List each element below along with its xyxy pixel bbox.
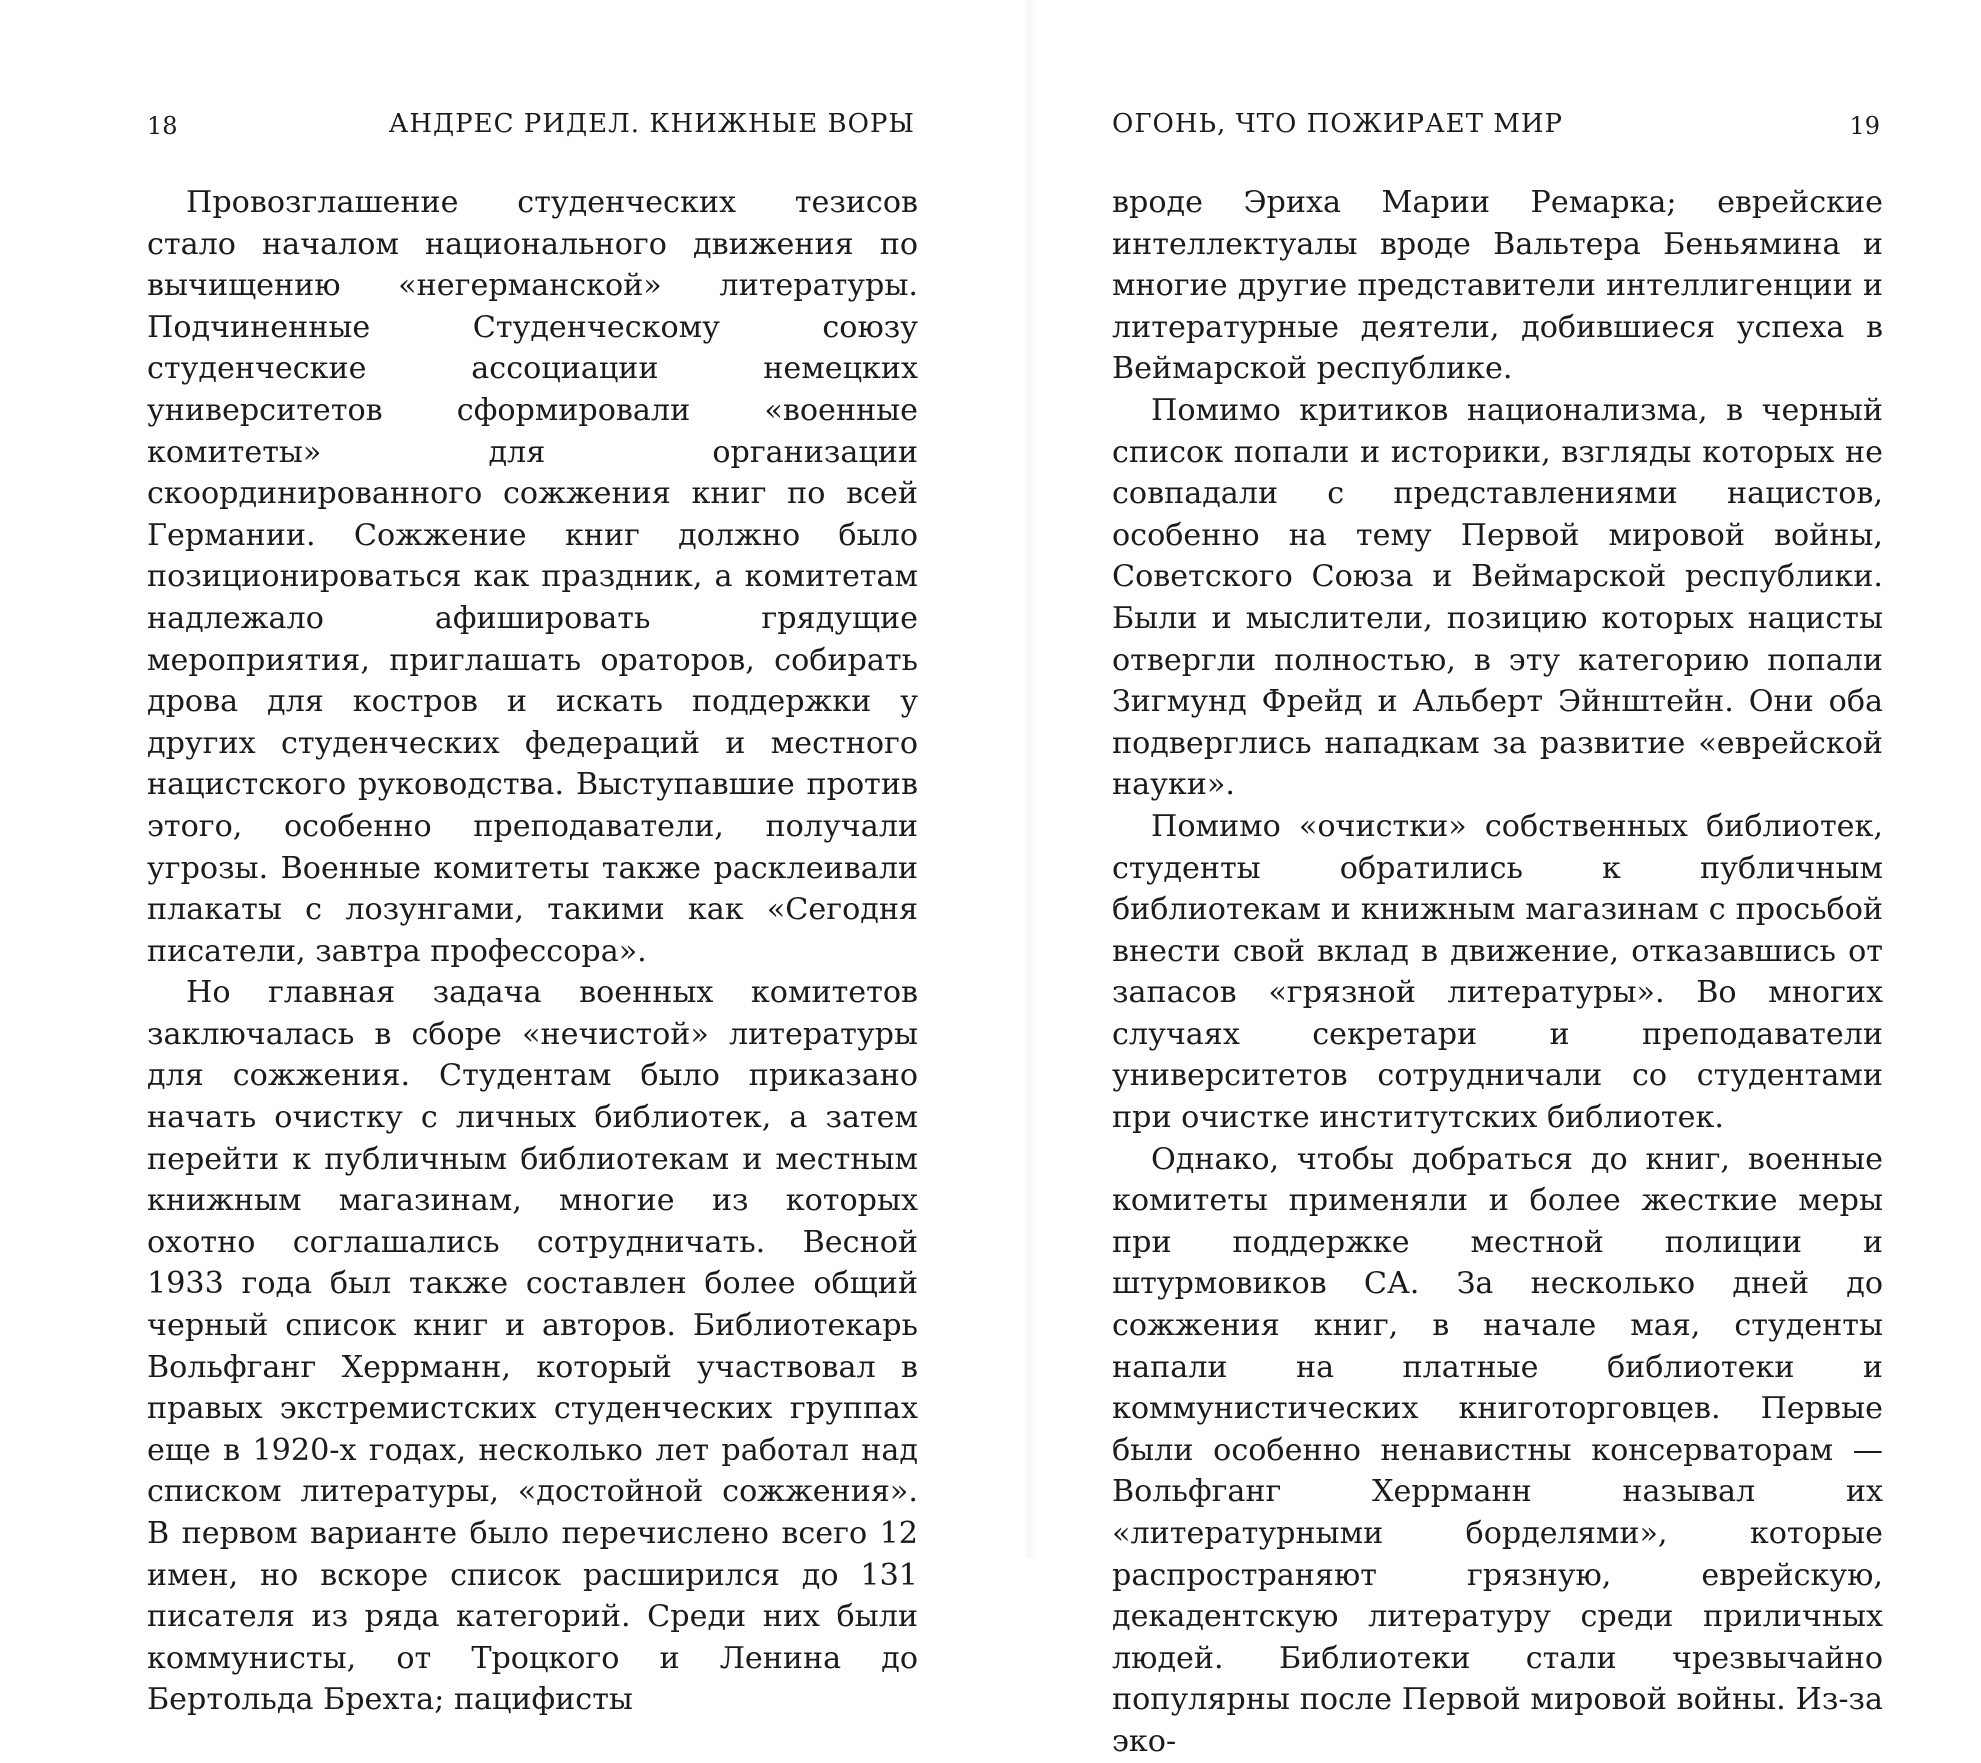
- paragraph: Но главная задача военных комитетов заключалась в сборе «нечистой» литературы для сожжения. Студентам было приказано начать очистку с личных библиотек, а затем перейти к публичным библиотекам и местным книжным магазинам, многие из которых охотно соглашались сотрудничать. Весной 1933 года был также составлен более общий черный список книг и авторов. Библиотекарь Вольфганг Херрманн, который участвовал в правых экстремистских студенческих группах еще в 1920-х годах, несколько лет работал над списком литературы, «достойной сожжения». В первом варианте было перечислено всего 12 имен, но вскоре список расширился до 131 писателя из ряда категорий. Среди них были коммунисты, от Троцкого и Ленина до Бертольда Брехта; пацифисты: [147, 975, 918, 1718]
- paragraph: Помимо «очистки» собственных библиотек, студенты обратились к публичным библиотекам и книжным магазинам с просьбой внести свой вклад в движение, отказавшись от запасов «грязной литературы». Во многих случаях секретари и преподаватели университетов сотрудничали со студентами при очистке институтских библиотек.: [1112, 808, 1883, 1136]
- left-running-head: АНДРЕС РИДЕЛ. КНИЖНЫЕ ВОРЫ: [388, 109, 915, 139]
- left-page-number: 18: [147, 112, 178, 140]
- paragraph: Помимо критиков национализма, в черный список попали и историки, взгляды которых не совпадали с представлениями нацистов, особенно на тему Первой мировой войны, Советского Союза и Веймарской республики. Были и мыслители, позицию которых нацисты отвергли полностью, в эту категорию попали Зигмунд Фрейд и Альберт Эйнштейн. Они оба подверглись нападкам за развитие «еврейской науки».: [1112, 392, 1883, 803]
- right-page: [990, 0, 1981, 1759]
- right-text-column: [1112, 182, 1883, 1763]
- paragraph: Однако, чтобы добраться до книг, военные комитеты применяли и более жесткие меры при поддержке местной полиции и штурмовиков СА. За несколько дней до сожжения книг, в начале мая, студенты напали на платные библиотеки и коммунистических книготорговцев. Первые были особенно ненавистны консерваторам — Вольфганг Херрманн называл их «литературными борделями», которые распространяют грязную, еврейскую, декадентскую литературу среди приличных людей. Библиотеки стали чрезвычайно популярны после Первой мировой войны. Из-за эко-: [1112, 1141, 1883, 1759]
- left-text-column: [147, 182, 918, 1721]
- paragraph: Провозглашение студенческих тезисов стало началом национального движения по вычищению «негерманской» литературы. Подчиненные Студенческому союзу студенческие ассоциации немецких университетов сформировали «военные комитеты» для организации скоординированного сожжения книг по всей Германии. Сожжение книг должно было позиционироваться как праздник, а комитетам надлежало афишировать грядущие мероприятия, приглашать ораторов, собирать дрова для костров и искать поддержки у других студенческих федераций и местного нацистского руководства. Выступавшие против этого, особенно преподаватели, получали угрозы. Военные комитеты также расклеивали плакаты с лозунгами, такими как «Сегодня писатели, завтра профессора».: [147, 185, 918, 969]
- right-running-head: ОГОНЬ, ЧТО ПОЖИРАЕТ МИР: [1112, 109, 1564, 139]
- right-page-number: 19: [1849, 112, 1880, 140]
- left-page: [0, 0, 990, 1718]
- paragraph-continued: вроде Эриха Марии Ремарка; еврейские интеллектуалы вроде Вальтера Беньямина и многие другие представители интеллигенции и литературные деятели, добившиеся успеха в Веймарской республике.: [1112, 185, 1883, 387]
